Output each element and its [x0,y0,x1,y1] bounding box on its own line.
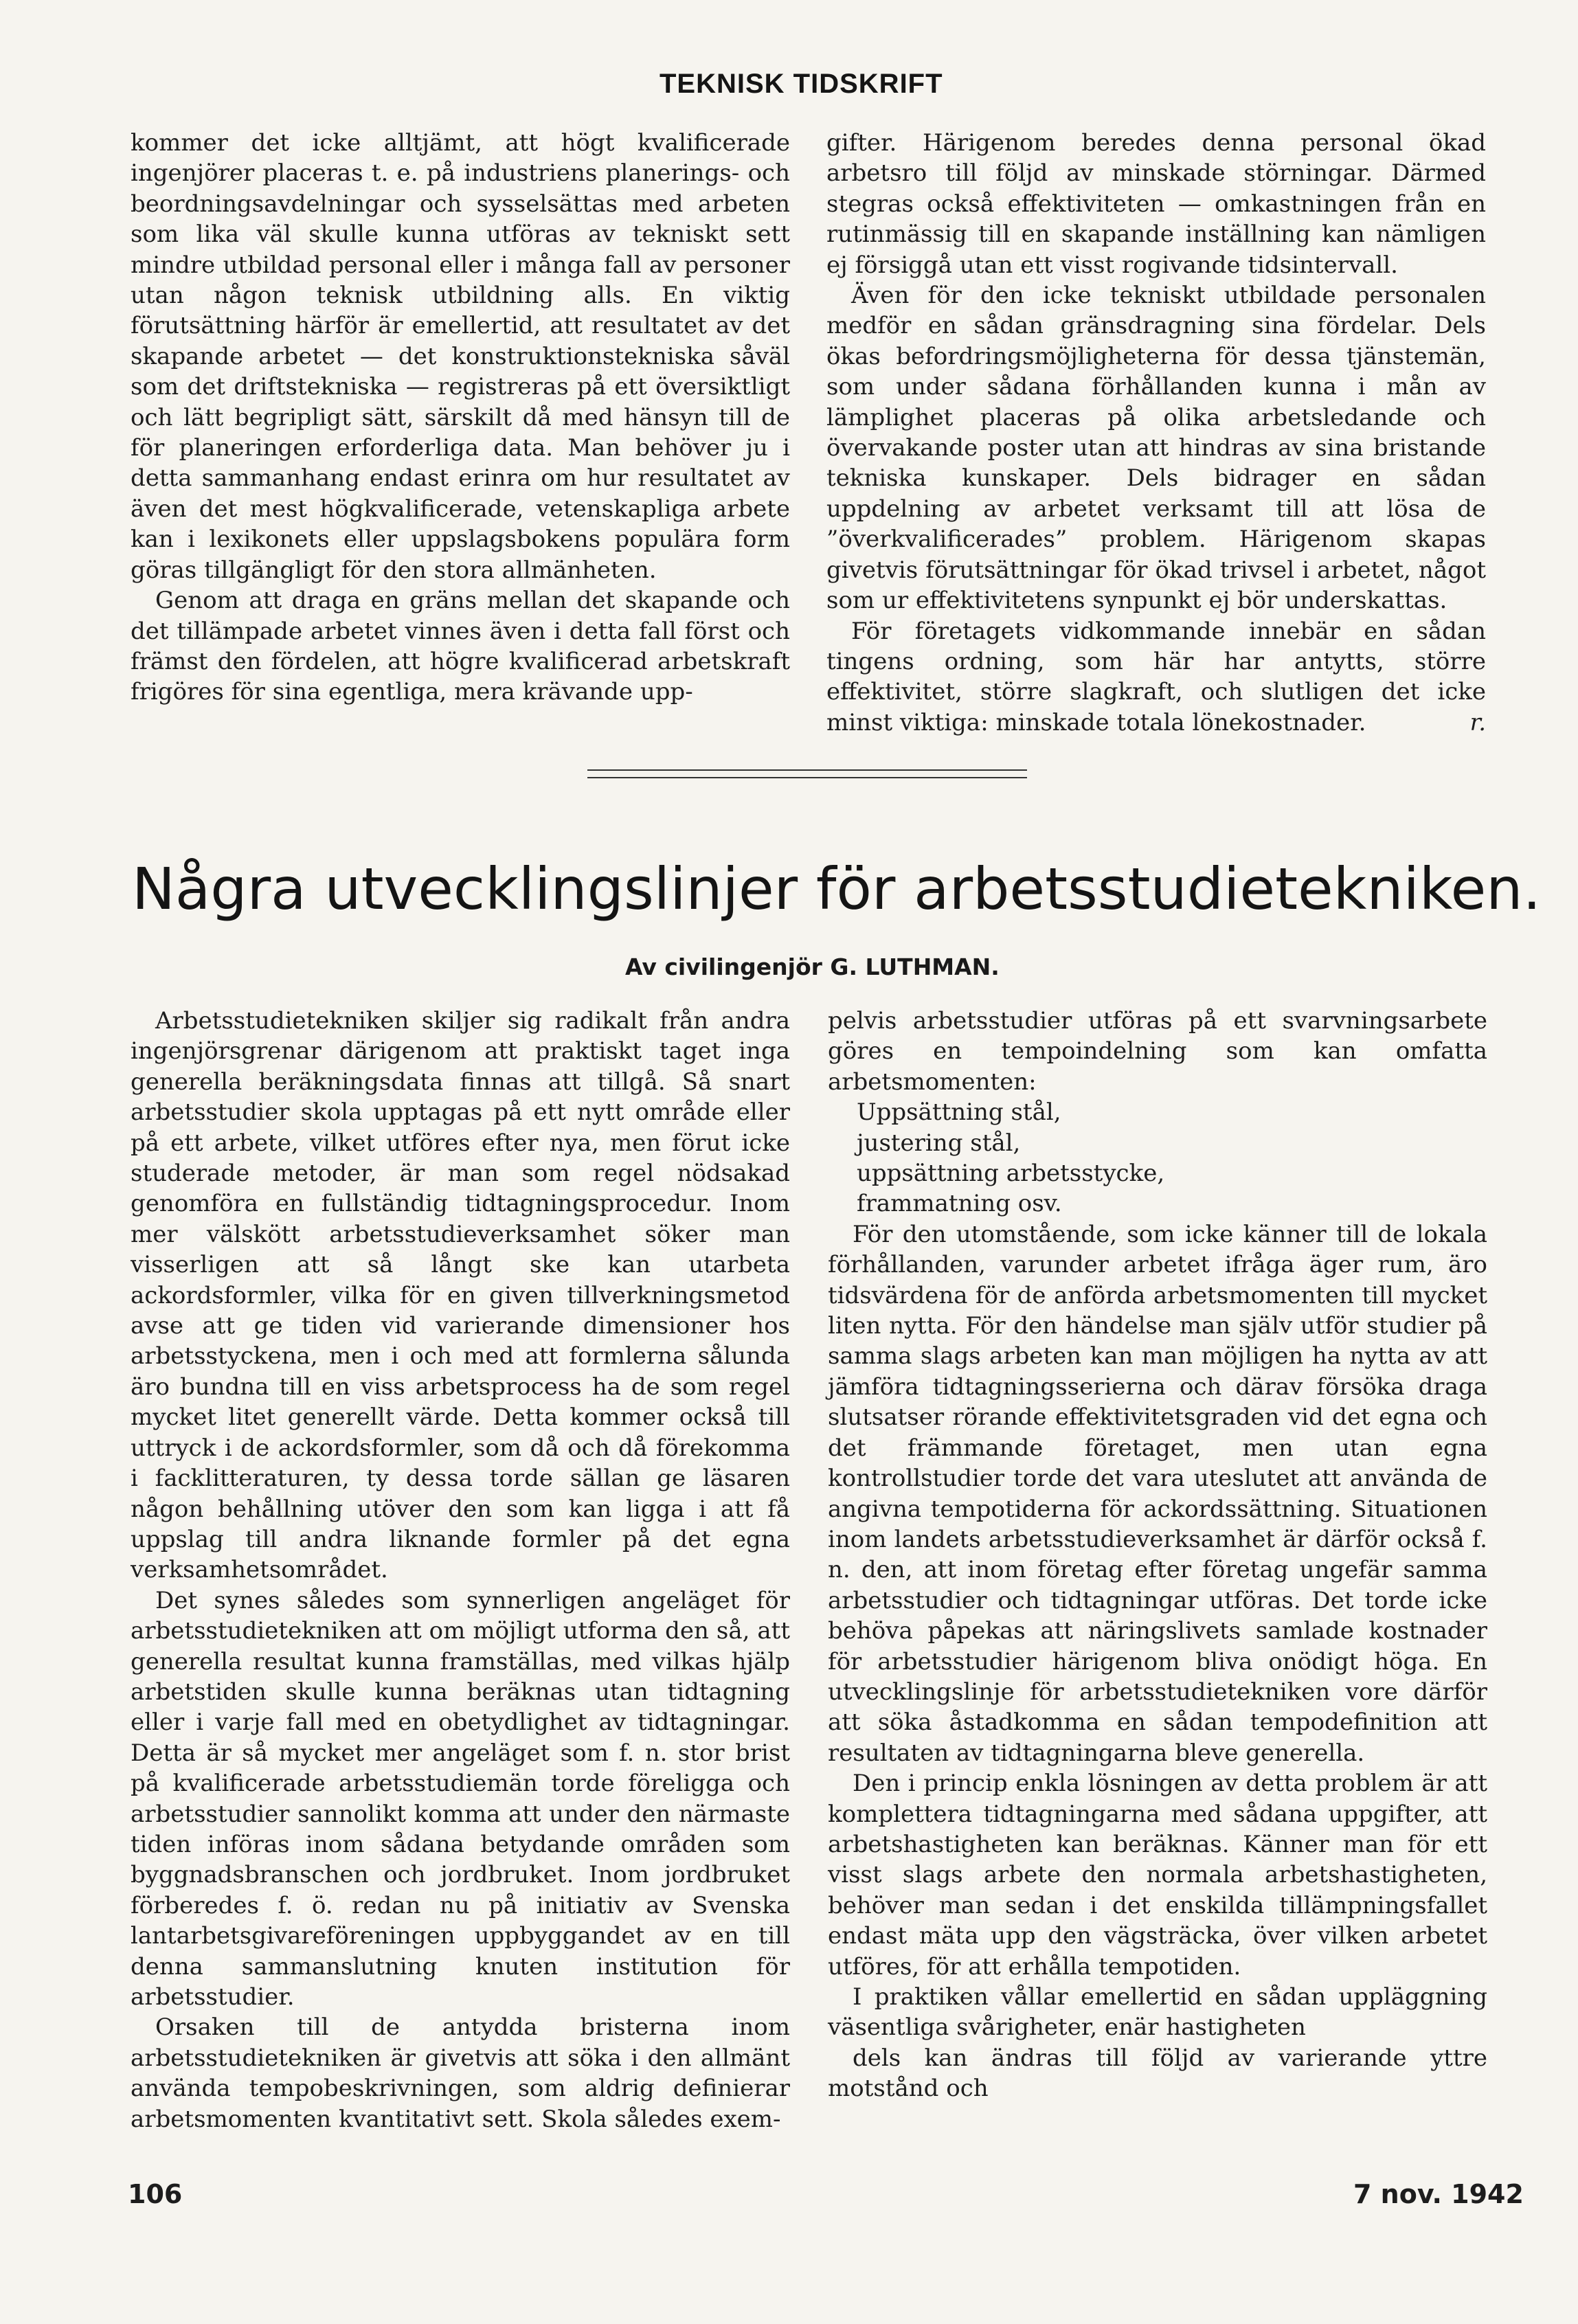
previous-article-right-column [826,128,1486,738]
page-number: 106 [128,2179,183,2209]
article-right-column [828,1006,1487,2104]
article-separator-rule [587,769,1027,778]
article-title: Några utvecklingslinjer för arbetsstudietekniken. [132,855,1542,923]
paragraph: Det synes således som synnerligen angeläget för arbetsstudietekniken att om möjligt utforma den så, att generella resultat kunna framställas, med vilkas hjälp arbetstiden skulle kunna beräknas utan tidtagning eller i varje fall med en obetydlighet av tidtagningar. Detta är så mycket mer angeläget som f. n. stor brist på kvalificerade arbetsstudiemän torde föreligga och arbetsstudier sannolikt komma att under den närmaste tiden införas inom sådana betydande områden som byggnadsbranschen och jordbruket. Inom jordbruket förberedes f. ö. redan nu på initiativ av Svenska lantarbetsgivareföreningen uppbyggandet av en till denna sammanslutning knuten institution för arbetsstudier. [131,1586,790,2011]
article-byline: Av civilingenjör G. LUTHMAN. [625,954,1000,980]
paragraph: Genom att draga en gräns mellan det skapande och det tillämpade arbetet vinnes även i detta fall först och främst den fördelen, att högre kvalificerad arbetskraft frigöres för sina egentliga, mera krävande upp- [131,587,790,706]
paragraph-with-signature [826,616,1486,738]
paragraph: Även för den icke tekniskt utbildade personalen medför en sådan gränsdragning sina fördelar. Dels ökas befordringsmöjligheterna för dessa tjänstemän, som under sådana förhållanden kunna i mån av lämplighet placeras på olika arbetsledande och övervakande poster utan att hindras av sina bristande tekniska kunskaper. Dels bidrager en sådan uppdelning av arbetet verksamt till att lösa de ”överkvalificerades” problem. Härigenom skapas givetvis förutsättningar för ökad trivsel i arbetet, något som ur effektivitetens synpunkt ej bör underskattas. [826,282,1486,615]
paragraph: dels kan ändras till följd av varierande yttre motstånd och [828,2044,1487,2103]
author-signature: r. [1469,708,1486,736]
paragraph: Den i princip enkla lösningen av detta problem är att komplettera tidtagningarna med sådana uppgifter, att arbetshastigheten kan beräknas. Känner man för ett visst slags arbete den normala arbetshastigheten, behöver man sedan i det enskilda tillämpningsfallet endast mäta upp den vägsträcka, över vilken arbetet utföres, för att erhålla tempotiden. [828,1770,1487,1981]
paragraph: Arbetsstudietekniken skiljer sig radikalt från andra ingenjörsgrenar därigenom att praktiskt taget inga generella beräkningsdata finnas att tillgå. Så snart arbetsstudier skola upptagas på ett nytt område eller på ett arbete, vilket utföres efter nya, men förut icke studerade metoder, är man som regel nödsakad genomföra en fullständig tidtagningsprocedur. Inom mer välskött arbetsstudieverksamhet söker man visserligen att så långt ske kan utarbeta ackordsformler, vilka för en given tillverkningsmetod avse att ge tiden vid varierande dimensioner hos arbetsstyckena, men i och med att formlerna sålunda äro bundna till en viss arbetsprocess ha de som regel mycket litet generellt värde. Detta kommer också till uttryck i de ackordsformler, som då och då förekomma i facklitteraturen, ty dessa torde sällan ge läsaren någon behållning utöver den som kan ligga i att få uppslag till andra liknande formler på det egna verksamhetsområdet. [131,1007,790,1584]
article-left-column [131,1006,790,2134]
list-item: justering stål, [857,1129,1021,1157]
paragraph: Orsaken till de antydda bristerna inom arbetsstudietekniken är givetvis att söka i den allmänt använda tempobeskrivningen, som aldrig definierar arbetsmomenten kvantitativt sett. Skola således exem- [131,2013,790,2133]
paragraph: kommer det icke alltjämt, att högt kvalificerade ingenjörer placeras t. e. på industriens planerings- och beordningsavdelningar och sysselsättas med arbeten som lika väl skulle kunna utföras av tekniskt sett mindre utbildad personal eller i många fall av personer utan någon teknisk utbildning alls. En viktig förutsättning härför är emellertid, att resultatet av det skapande arbetet — det konstruktionstekniska såväl som det driftstekniska — registreras på ett översiktligt och lätt begripligt sätt, särskilt då med hänsyn till de för planeringen erforderliga data. Man behöver ju i detta sammanhang endast erinra om hur resultatet av även det mest högkvalificerade, vetenskapliga arbete kan i lexikonets eller uppslagsbokens populära form göras tillgängligt för den stora allmänheten. [131,129,790,584]
paragraph: I praktiken vållar emellertid en sådan uppläggning väsentliga svårigheter, enär hastigheten [828,1983,1487,2042]
paragraph: gifter. Härigenom beredes denna personal ökad arbetsro till följd av minskade störningar. Därmed stegras också effektiviteten — omkastningen från en rutinmässig till en skapande inställning kan nämligen ej försiggå utan ett visst rogivande tidsintervall. [826,129,1486,279]
paragraph: pelvis arbetsstudier utföras på ett svarvningsarbete göres en tempoindelning som kan omfatta arbetsmomenten: [828,1007,1487,1096]
paragraph-text: För företagets vidkommande innebär en sådan tingens ordning, som här har antytts, större effektivitet, större slagkraft, och slutligen det icke minst viktiga: minskade totala lönekostnader. [826,617,1486,736]
paragraph: För den utomstående, som icke känner till de lokala förhållanden, varunder arbetet ifråga äger rum, äro tidsvärdena för de anförda arbetsmomenten till mycket liten nytta. För den händelse man själv utför studier på samma slags arbeten kan man möjligen ha nytta av att jämföra tidtagningsserierna och därav försöka draga slutsatser rörande effektivitetsgraden vid det egna och det främmande företaget, men utan egna kontrollstudier torde det vara uteslutet att använda de angivna tempotiderna för ackordssättning. Situationen inom landets arbetsstudieverksamhet är därför också f. n. den, att inom företag efter företag ungefär samma arbetsstudier och tidtagningar utföras. Det torde icke behöva påpekas att näringslivets samlade kostnader för arbetsstudier härigenom bliva onödigt höga. En utvecklingslinje för arbetsstudietekniken vore därför att söka åstadkomma en sådan tempodefinition att resultaten av tidtagningarna bleve generella. [828,1220,1487,1767]
issue-date: 7 nov. 1942 [1353,2179,1524,2209]
previous-article-left-column [131,128,790,708]
list-item: Uppsättning stål, [857,1098,1061,1127]
list-item: frammatning osv. [857,1190,1062,1218]
list-item: uppsättning arbetsstycke, [857,1160,1165,1188]
running-head: TEKNISK TIDSKRIFT [660,69,943,99]
